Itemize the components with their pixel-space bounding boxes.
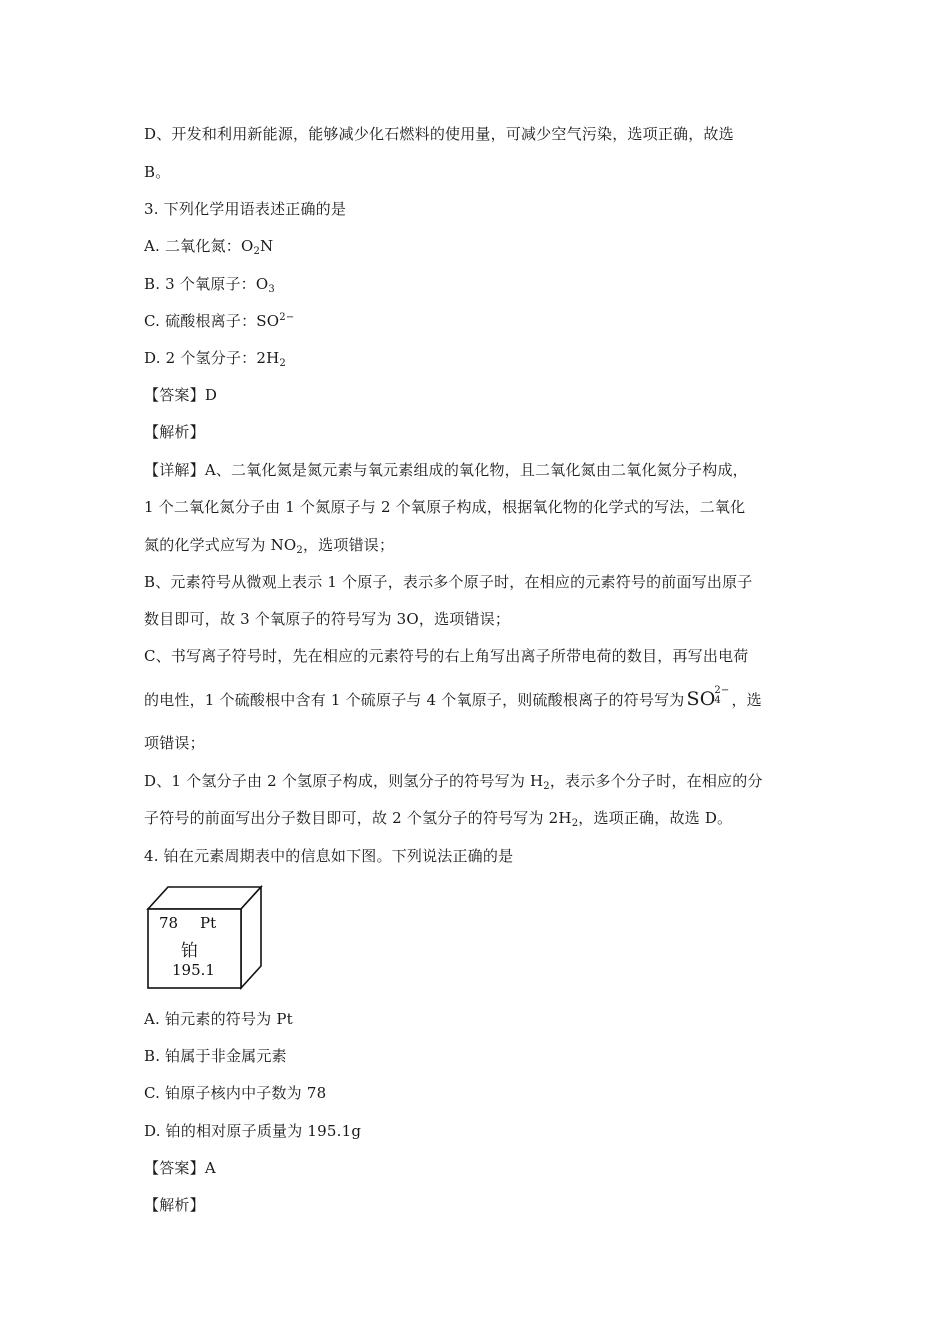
formula-part: O [255,275,269,293]
question-3-option-c [144,311,294,331]
detail-c-line-3: 项错误； [144,734,205,752]
detail-b-line-1: B、元素符号从微观上表示 1 个原子，表示多个原子时，在相应的元素符号的前面写出原子 [144,573,753,591]
element-name: 铂 [181,941,198,961]
detail-b-line-2: 数目即可，故 3 个氧原子的符号写为 3O，选项错误； [144,610,511,628]
atomic-number: 78 [159,914,179,932]
formula-subscript: 2 [543,781,550,792]
question-3-option-b [144,274,275,294]
periodic-table-cell-platinum [145,884,265,990]
detail-d-line-2 [144,808,732,828]
detail-text: 的电性，1 个硫酸根中含有 1 个硫原子与 4 个氧原子，则硫酸根离子的符号写为 [144,691,685,709]
answer-value: D [204,386,218,404]
question-3-option-a [144,236,273,256]
detail-a-line-3 [144,535,394,555]
text-line-answer-b: B。 [144,163,171,181]
formula-subscript: 2 [571,818,579,829]
atomic-mass: 195.1 [172,961,215,979]
detail-c-line-1: C、书写离子符号时，先在相应的元素符号的右上角写出离子所带电荷的数目，再写出电荷 [144,647,749,665]
option-label: B. 3 个氧原子： [144,275,256,293]
detail-a-line-2: 1 个二氧化氮分子由 1 个氮原子与 2 个氧原子构成，根据氧化物的化学式的写法，二氧化 [144,498,746,516]
question-3-option-d [144,348,286,368]
answer-tag: 【答案】 [144,1159,205,1177]
question-4-stem: 4. 铂在元素周期表中的信息如下图。下列说法正确的是 [144,847,514,865]
formula-subscript: 2 [296,545,303,556]
formula-subscript: 2 [253,246,261,257]
formula-superscript: 2− [714,685,730,696]
formula-superscript: 2− [279,312,295,323]
formula-subscript: 4 [714,695,721,706]
element-symbol: Pt [200,914,217,932]
question-3-stem: 3. 下列化学用语表述正确的是 [144,200,347,218]
option-label: D. 2 个氢分子： [144,349,257,367]
question-4-option-a: A. 铂元素的符号为 Pt [144,1010,293,1028]
detail-tag: 【详解】 [144,461,205,479]
formula-part: N [260,237,274,255]
detail-text: ，选项错误； [302,536,395,554]
formula-subscript: 3 [268,284,275,295]
question-4-option-b: B. 铂属于非金属元素 [144,1047,287,1065]
detail-text: D、1 个氢分子由 2 个氢原子构成，则氢分子的符号写为 H [144,772,544,790]
question-4-option-c: C. 铂原子核内中子数为 78 [144,1084,327,1102]
option-label: A. 二氧化氮： [144,237,241,255]
detail-text: ，选项正确，故选 D。 [578,809,733,827]
analysis-4-tag: 【解析】 [144,1196,205,1214]
detail-text: 氮的化学式应写为 NO [144,536,297,554]
detail-text: ，选 [731,691,762,709]
detail-text: A、二氧化氮是氮元素与氧元素组成的氧化物，且二氧化氮由二氧化氮分子构成， [204,461,748,479]
sulfate-ion-formula [686,685,730,710]
formula-part: SO [686,688,716,710]
detail-text: 子符号的前面写出分子数目即可，故 2 个氢分子的符号写为 2H [144,809,572,827]
analysis-3-tag: 【解析】 [144,423,205,441]
answer-tag: 【答案】 [144,386,205,404]
detail-a-line-1 [144,460,748,480]
option-label: C. 硫酸根离子： [144,312,257,330]
detail-text: ，表示多个分子时，在相应的分 [549,772,763,790]
formula-part: SO [256,312,280,330]
detail-c-line-2 [144,685,762,710]
formula-part: 2H [256,349,280,367]
formula-subscript: 2 [279,358,286,369]
question-4-option-d: D. 铂的相对原子质量为 195.1g [144,1122,362,1140]
text-line-d-option-explanation: D、开发和利用新能源，能够减少化石燃料的使用量，可减少空气污染，选项正确，故选 [144,125,734,143]
answer-3 [144,385,217,405]
formula-part: O [240,237,254,255]
answer-4 [144,1158,216,1178]
formula-stack [714,686,729,706]
detail-d-line-1 [144,771,763,791]
answer-value: A [204,1159,216,1177]
